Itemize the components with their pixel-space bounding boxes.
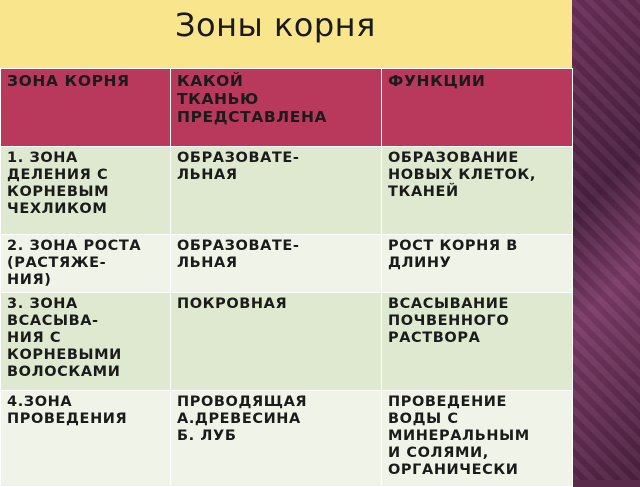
header-tissue xyxy=(171,69,382,147)
cell-text: ПРОВЕДЕНИЕ ВОДЫ С МИНЕРАЛЬНЫМ И СОЛЯМИ, ОРГАНИЧЕСКИ xyxy=(388,394,530,478)
table-row xyxy=(1,293,573,391)
table-row xyxy=(1,235,573,293)
cell-zone xyxy=(1,147,171,235)
cell-tissue xyxy=(171,293,382,391)
cell-text: ПРОВОДЯЩАЯ А.ДРЕВЕСИНА Б. ЛУБ xyxy=(177,394,308,444)
cell-text: ОБРАЗОВАТЕ- ЛЬНАЯ xyxy=(177,150,300,183)
cell-function xyxy=(382,147,573,235)
cell-text: ОБРАЗОВАТЕ- ЛЬНАЯ xyxy=(177,238,300,271)
cell-function xyxy=(382,293,573,391)
cell-zone xyxy=(1,235,171,293)
header-functions xyxy=(382,69,573,147)
cell-zone xyxy=(1,391,171,487)
title-bar xyxy=(0,0,572,68)
cell-text: ВСАСЫВАНИЕ ПОЧВЕННОГО РАСТВОРА xyxy=(388,296,510,346)
cell-text: 4.ЗОНА ПРОВЕДЕНИЯ xyxy=(7,394,128,427)
header-tissue-text: КАКОЙ ТКАНЬЮ ПРЕДСТАВЛЕНА xyxy=(177,72,328,126)
cell-text: РОСТ КОРНЯ В ДЛИНУ xyxy=(388,238,518,271)
cell-text: 2. ЗОНА РОСТА (РАСТЯЖЕ- НИЯ) xyxy=(7,238,142,288)
cell-tissue xyxy=(171,391,382,487)
decorative-side-panel xyxy=(572,0,640,480)
header-functions-text: ФУНКЦИИ xyxy=(388,72,486,90)
slide-title: Зоны корня xyxy=(175,6,376,44)
cell-text: 1. ЗОНА ДЕЛЕНИЯ С КОРНЕВЫМ ЧЕХЛИКОМ xyxy=(7,150,110,217)
table-row xyxy=(1,147,573,235)
cell-text: ПОКРОВНАЯ xyxy=(177,296,288,312)
cell-function xyxy=(382,391,573,487)
cell-tissue xyxy=(171,235,382,293)
cell-text: ОБРАЗОВАНИЕ НОВЫХ КЛЕТОК, ТКАНЕЙ xyxy=(388,150,536,200)
cell-tissue xyxy=(171,147,382,235)
cell-function xyxy=(382,235,573,293)
root-zones-table xyxy=(0,68,573,487)
table-header-row xyxy=(1,69,573,147)
cell-text: 3. ЗОНА ВСАСЫВА- НИЯ С КОРНЕВЫМИ ВОЛОСКАМИ xyxy=(7,296,122,380)
header-zone xyxy=(1,69,171,147)
table-row xyxy=(1,391,573,487)
cell-zone xyxy=(1,293,171,391)
header-zone-text: ЗОНА КОРНЯ xyxy=(7,72,130,90)
